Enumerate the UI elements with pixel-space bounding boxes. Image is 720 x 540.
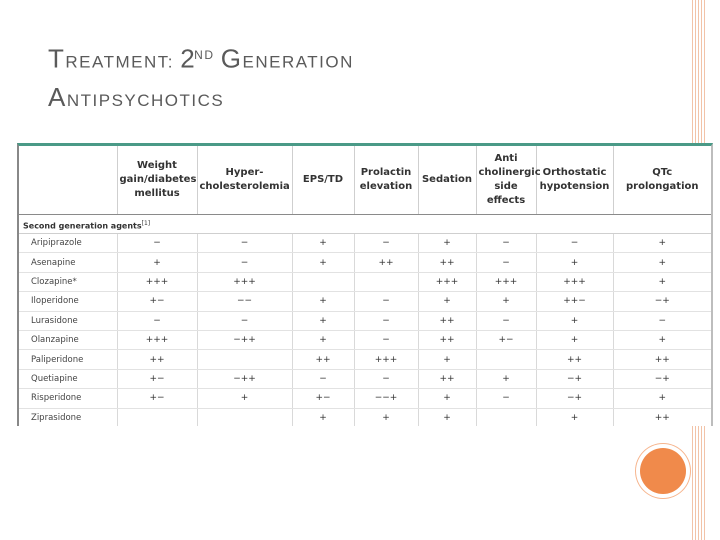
rating-cell: −	[476, 311, 536, 330]
rating-cell: −	[197, 234, 292, 253]
section-label: Second generation agents[1]	[19, 215, 711, 234]
rating-cell: +++	[354, 350, 418, 369]
rating-cell: +	[292, 408, 354, 426]
rating-cell: +	[418, 292, 476, 311]
rating-cell: −	[354, 369, 418, 388]
rating-cell: −++	[197, 369, 292, 388]
rating-cell: −	[476, 253, 536, 272]
rating-cell: +++	[117, 272, 197, 291]
column-header: Sedation	[418, 146, 476, 215]
slide-title: TREATMENT: 2ND GENERATION ANTIPSYCHOTICS	[48, 43, 354, 112]
rating-cell: +++	[536, 272, 613, 291]
rating-cell: ++	[292, 350, 354, 369]
table-row	[19, 311, 711, 330]
rating-cell: +	[613, 234, 711, 253]
rating-cell: +−	[117, 389, 197, 408]
drug-name-cell: Iloperidone	[19, 292, 117, 311]
rating-cell: −	[354, 234, 418, 253]
column-header: EPS/TD	[292, 146, 354, 215]
rating-cell: ++−	[536, 292, 613, 311]
decorative-orange-circle	[640, 448, 686, 494]
drug-name-cell: Quetiapine	[19, 369, 117, 388]
rating-cell: +	[536, 330, 613, 349]
rating-cell: +	[197, 389, 292, 408]
drug-name-cell: Clozapine*	[19, 272, 117, 291]
rating-cell: −	[476, 234, 536, 253]
drug-name-cell: Aripiprazole	[19, 234, 117, 253]
rating-cell: −	[197, 253, 292, 272]
rating-cell	[292, 272, 354, 291]
column-header: Orthostatic hypotension	[536, 146, 613, 215]
rating-cell: +	[613, 253, 711, 272]
column-header: Hyper-cholesterolemia	[197, 146, 292, 215]
rating-cell: ++	[117, 350, 197, 369]
rating-cell: −+	[536, 369, 613, 388]
table-row	[19, 369, 711, 388]
rating-cell: −	[354, 292, 418, 311]
table-row	[19, 292, 711, 311]
rating-cell: −	[117, 311, 197, 330]
table-row	[19, 330, 711, 349]
table-row	[19, 234, 711, 253]
rating-cell: +	[354, 408, 418, 426]
header-agent-column	[19, 146, 117, 215]
rating-cell: +	[117, 253, 197, 272]
rating-cell: ++	[354, 253, 418, 272]
column-header: Prolactin elevation	[354, 146, 418, 215]
rating-cell: −+	[536, 389, 613, 408]
rating-cell: +++	[476, 272, 536, 291]
table-row	[19, 253, 711, 272]
rating-cell: −	[536, 234, 613, 253]
rating-cell: +−	[292, 389, 354, 408]
rating-cell: +	[292, 330, 354, 349]
rating-cell: ++	[418, 253, 476, 272]
rating-cell: +	[418, 389, 476, 408]
rating-cell: −+	[613, 369, 711, 388]
rating-cell: +−	[117, 292, 197, 311]
table-row	[19, 272, 711, 291]
drug-name-cell: Lurasidone	[19, 311, 117, 330]
drug-name-cell: Olanzapine	[19, 330, 117, 349]
rating-cell: +	[418, 350, 476, 369]
drug-name-cell: Asenapine	[19, 253, 117, 272]
drug-name-cell: Risperidone	[19, 389, 117, 408]
rating-cell: +	[476, 369, 536, 388]
rating-cell: −	[292, 369, 354, 388]
rating-cell: −++	[197, 330, 292, 349]
column-header: Weight gain/diabetes mellitus	[117, 146, 197, 215]
rating-cell: −	[354, 330, 418, 349]
rating-cell: +	[613, 389, 711, 408]
rating-cell: +	[613, 330, 711, 349]
rating-cell: −	[117, 234, 197, 253]
rating-cell: +++	[197, 272, 292, 291]
rating-cell: −+	[613, 292, 711, 311]
rating-cell: −	[476, 389, 536, 408]
rating-cell: +	[292, 253, 354, 272]
column-header: Anti cholinergic side effects	[476, 146, 536, 215]
column-header: QTc prolongation	[613, 146, 711, 215]
rating-cell: ++	[613, 350, 711, 369]
rating-cell: +	[292, 292, 354, 311]
rating-cell: +	[536, 311, 613, 330]
rating-cell: +++	[117, 330, 197, 349]
rating-cell: +−	[476, 330, 536, 349]
rating-cell: +	[418, 408, 476, 426]
rating-cell: ++	[536, 350, 613, 369]
rating-cell: ++	[418, 311, 476, 330]
rating-cell	[476, 408, 536, 426]
side-effects-table	[19, 146, 711, 426]
rating-cell	[197, 408, 292, 426]
rating-cell: −−	[197, 292, 292, 311]
rating-cell: +	[536, 408, 613, 426]
side-effects-table-image	[17, 143, 713, 426]
section-reference: [1]	[141, 219, 151, 227]
rating-cell: ++	[418, 330, 476, 349]
table-row	[19, 350, 711, 369]
rating-cell	[476, 350, 536, 369]
rating-cell: ++	[418, 369, 476, 388]
rating-cell: −	[197, 311, 292, 330]
drug-name-cell: Ziprasidone	[19, 408, 117, 426]
rating-cell: ++	[613, 408, 711, 426]
rating-cell: +	[292, 234, 354, 253]
section-row	[19, 215, 711, 234]
rating-cell: +	[418, 234, 476, 253]
rating-cell: −−+	[354, 389, 418, 408]
rating-cell: −	[354, 311, 418, 330]
rating-cell	[197, 350, 292, 369]
rating-cell: +	[476, 292, 536, 311]
rating-cell	[117, 408, 197, 426]
rating-cell: +	[536, 253, 613, 272]
drug-name-cell: Paliperidone	[19, 350, 117, 369]
rating-cell: +	[613, 272, 711, 291]
rating-cell: +−	[117, 369, 197, 388]
rating-cell: −	[613, 311, 711, 330]
ordinal-suffix: ND	[194, 48, 215, 62]
table-header-row	[19, 146, 711, 215]
rating-cell	[354, 272, 418, 291]
table-row	[19, 408, 711, 426]
table-row	[19, 389, 711, 408]
rating-cell: +++	[418, 272, 476, 291]
rating-cell: +	[292, 311, 354, 330]
